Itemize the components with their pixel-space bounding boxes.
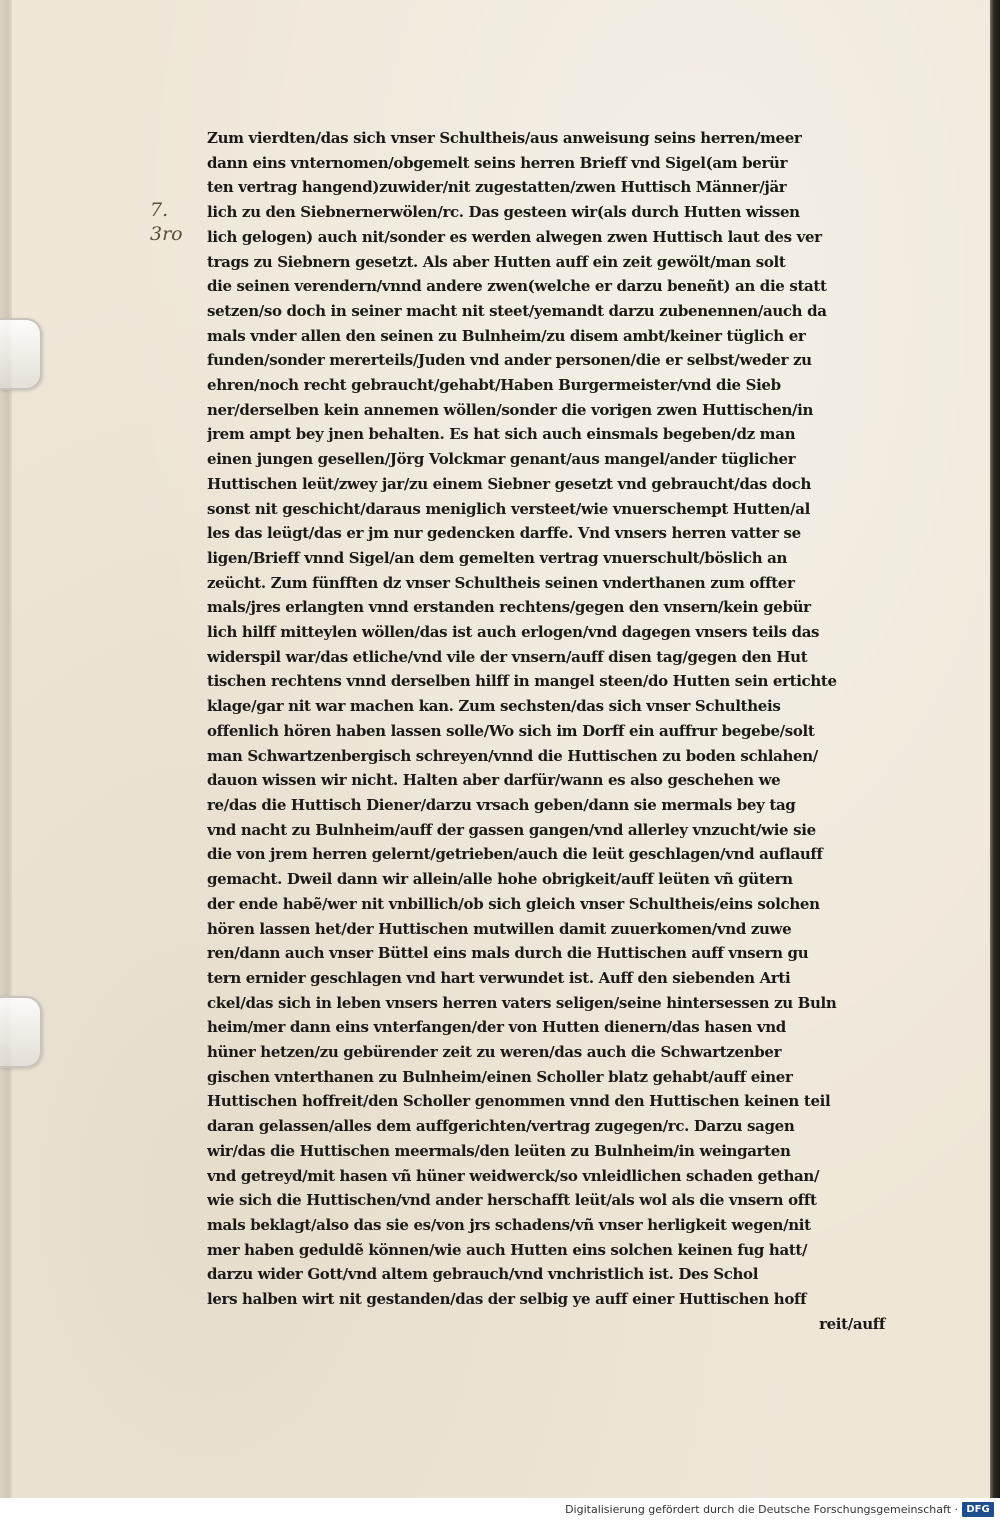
text-line: offenlich hören haben lassen solle/Wo sich im Dorff ein auffrur begebe/solt bbox=[207, 721, 815, 740]
text-line: ren/dann auch vnser Büttel eins mals durch die Huttischen auff vnsern gu bbox=[207, 944, 809, 963]
text-line: setzen/so doch in seiner macht nit steet/yemandt darzu zubenennen/auch da bbox=[207, 301, 827, 320]
text-line: mals vnder allen den seinen zu Bulnheim/zu disem ambt/keiner tüglich er bbox=[207, 326, 806, 345]
text-line: wir/das die Huttischen meermals/den leüten zu Bulnheim/in weingarten bbox=[207, 1141, 791, 1160]
margin-note-line: 7. bbox=[150, 199, 169, 221]
text-line: die seinen verendern/vnnd andere zwen(welche er darzu beneñt) an die statt bbox=[207, 277, 827, 296]
text-line: jrem ampt bey jnen behalten. Es hat sich auch einsmals begeben/dz man bbox=[207, 425, 796, 444]
text-line: reit/auff bbox=[819, 1314, 885, 1333]
text-line: ehren/noch recht gebraucht/gehabt/Haben Burgermeister/vnd die Sieb bbox=[207, 376, 781, 395]
footer-bar bbox=[0, 1498, 1000, 1521]
text-line: hören lassen het/der Huttischen mutwillen damit zuuerkomen/vnd zuwe bbox=[207, 919, 792, 938]
text-line: dann eins vnternomen/obgemelt seins herren Brieff vnd Sigel(am berür bbox=[207, 153, 788, 172]
text-line: vnd nacht zu Bulnheim/auff der gassen gangen/vnd allerley vnzucht/wie sie bbox=[207, 820, 816, 839]
text-line: der ende habẽ/wer nit vnbillich/ob sich gleich vnser Schultheis/eins solchen bbox=[207, 894, 820, 913]
text-line: funden/sonder mererteils/Juden vnd ander personen/die er selbst/weder zu bbox=[207, 351, 812, 370]
text-line: lich hilff mitteylen wöllen/das ist auch erlogen/vnd dagegen vnsers teils das bbox=[207, 623, 820, 642]
dfg-logo: DFG bbox=[962, 1502, 994, 1517]
text-line: die von jrem herren gelernt/getrieben/auch die leüt geschlagen/vnd auflauff bbox=[207, 845, 823, 864]
text-line: klage/gar nit war machen kan. Zum sechsten/das sich vnser Schultheis bbox=[207, 697, 781, 716]
text-line: gischen vnterthanen zu Bulnheim/einen Scholler blatz gehabt/auff einer bbox=[207, 1067, 793, 1086]
margin-note-line: 3ro bbox=[150, 223, 183, 245]
text-line: lich zu den Siebnernerwölen/rc. Das gesteen wir(als durch Hutten wissen bbox=[207, 203, 800, 222]
text-line: re/das die Huttisch Diener/darzu vrsach geben/dann sie mermals bey tag bbox=[207, 795, 796, 814]
page-clip-top bbox=[0, 318, 42, 390]
text-line: mals/jres erlangten vnnd erstanden rechtens/gegen den vnsern/kein gebür bbox=[207, 598, 811, 617]
text-line: wie sich die Huttischen/vnd ander herschafft leüt/als wol als die vnsern offt bbox=[207, 1191, 817, 1210]
text-line: gemacht. Dweil dann wir allein/alle hohe obrigkeit/auff leüten vñ gütern bbox=[207, 870, 793, 889]
text-line: tern ernider geschlagen vnd hart verwundet ist. Auff den siebenden Arti bbox=[207, 968, 791, 987]
text-line: einen jungen gesellen/Jörg Volckmar genant/aus mangel/ander tüglicher bbox=[207, 450, 796, 469]
text-line: ligen/Brieff vnnd Sigel/an dem gemelten vertrag vnuerschult/böslich an bbox=[207, 548, 788, 567]
text-line: lers halben wirt nit gestanden/das der selbig ye auff einer Huttischen hoff bbox=[207, 1290, 807, 1309]
text-line: Zum vierdten/das sich vnser Schultheis/aus anweisung seins herren/meer bbox=[207, 129, 802, 147]
text-line: Huttischen hoffreit/den Scholler genommen vnnd den Huttischen keinen teil bbox=[207, 1092, 831, 1111]
text-line: daran gelassen/alles dem auffgerichten/vertrag zugegen/rc. Darzu sagen bbox=[207, 1117, 795, 1136]
text-line: tischen rechtens vnnd derselben hilff in mangel steen/do Hutten sein ertichte bbox=[207, 672, 837, 691]
text-line: zeücht. Zum fünfften dz vnser Schultheis seinen vnderthanen zum offter bbox=[207, 573, 795, 592]
text-line: Huttischen leüt/zwey jar/zu einem Siebner gesetzt vnd gebraucht/das doch bbox=[207, 474, 812, 493]
text-line: trags zu Siebnern gesetzt. Als aber Hutten auff ein zeit gewölt/man solt bbox=[207, 252, 786, 271]
text-line: ten vertrag hangend)zuwider/nit zugestatten/zwen Huttisch Männer/jär bbox=[207, 178, 787, 197]
text-line: sonst nit geschicht/daraus meniglich versteet/wie vnuerschempt Hutten/al bbox=[207, 499, 810, 518]
text-line: man Schwartzenbergisch schreyen/vnnd die Huttischen zu boden schlahen/ bbox=[207, 746, 818, 765]
text-line: darzu wider Gott/vnd altem gebrauch/vnd vnchristlich ist. Des Schol bbox=[207, 1265, 759, 1284]
text-line: widerspil war/das etliche/vnd vile der vnsern/auff disen tag/gegen den Hut bbox=[207, 647, 808, 666]
text-line: lich gelogen) auch nit/sonder es werden alwegen zwen Huttisch laut des ver bbox=[207, 227, 822, 246]
text-line: vnd getreyd/mit hasen vñ hüner weidwerck/so vnleidlichen schaden gethan/ bbox=[207, 1166, 820, 1185]
funding-notice: Digitalisierung gefördert durch die Deutsche Forschungsgemeinschaft · bbox=[565, 1503, 958, 1516]
page-clip-middle bbox=[0, 996, 42, 1068]
text-line: les das leügt/das er jm nur gedencken darffe. Vnd vnsers herren vatter se bbox=[207, 524, 801, 543]
text-line: heim/mer dann eins vnterfangen/der von Hutten dienern/das hasen vnd bbox=[207, 1018, 786, 1037]
body-text bbox=[207, 126, 887, 1336]
text-line: ner/derselben kein annemen wöllen/sonder die vorigen zwen Huttischen/in bbox=[207, 400, 814, 419]
text-line: hüner hetzen/zu gebürender zeit zu weren/das auch die Schwartzenber bbox=[207, 1043, 782, 1062]
text-line: ckel/das sich in leben vnsers herren vaters seligen/seine hintersessen zu Buln bbox=[207, 993, 837, 1012]
text-line: mer haben geduldẽ können/wie auch Hutten eins solchen keinen fug hatt/ bbox=[207, 1240, 808, 1259]
margin-note bbox=[150, 198, 192, 262]
text-line: dauon wissen wir nicht. Halten aber darfür/wann es also geschehen we bbox=[207, 771, 781, 790]
text-line: mals beklagt/also das sie es/von jrs schadens/vñ vnser herligkeit wegen/nit bbox=[207, 1215, 811, 1234]
